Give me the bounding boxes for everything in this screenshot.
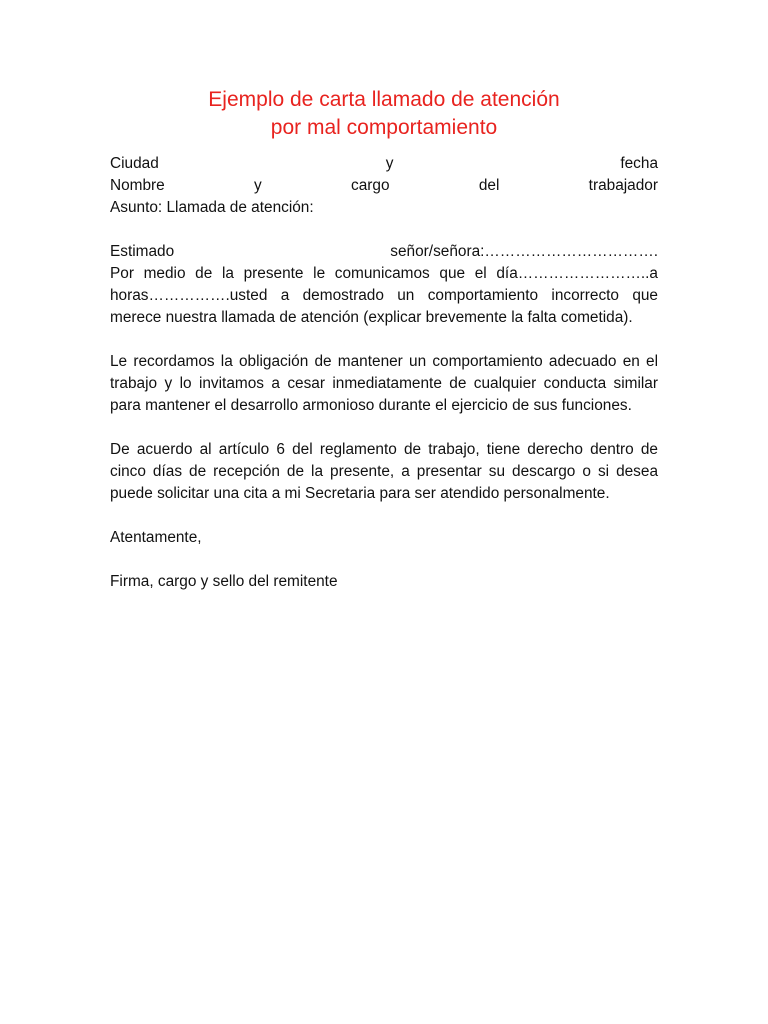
city-date-line: Ciudad y fecha <box>110 155 658 172</box>
letter-title <box>110 86 658 142</box>
letter-body <box>110 153 658 593</box>
signature-line: Firma, cargo y sello del remitente <box>110 573 338 590</box>
paragraph-reminder: Le recordamos la obligación de mantener un comportamiento adecuado en el trabajo y lo invitamos a cesar inmediatamente de cualquier conducta similar para mantener el desarrollo armonioso durante el ejercicio de sus funciones. <box>110 353 658 414</box>
paragraph-incident: Por medio de la presente le comunicamos que el día……………………..a horas…………….usted a demostrado un comportamiento incorrecto que merece nuestra llamada de atención (explicar brevemente la falta cometida). <box>110 265 658 326</box>
title-line-2: por mal comportamiento <box>270 116 498 139</box>
spacer <box>110 219 658 241</box>
spacer <box>110 417 658 439</box>
spacer <box>110 505 658 527</box>
spacer <box>110 549 658 571</box>
spacer <box>110 329 658 351</box>
title-line-1: Ejemplo de carta llamado de atención <box>208 88 560 111</box>
greeting-line: Estimado señor/señora:……………………………. <box>110 243 658 260</box>
letter-page <box>110 86 658 593</box>
paragraph-rights: De acuerdo al artículo 6 del reglamento de trabajo, tiene derecho dentro de cinco días de recepción de la presente, a presentar su descargo o si desea puede solicitar una cita a mi Secretaria para ser atendido personalmente. <box>110 441 658 502</box>
subject-line: Asunto: Llamada de atención: <box>110 199 314 216</box>
name-role-line: Nombre y cargo del trabajador <box>110 177 658 194</box>
closing-line: Atentamente, <box>110 529 202 546</box>
